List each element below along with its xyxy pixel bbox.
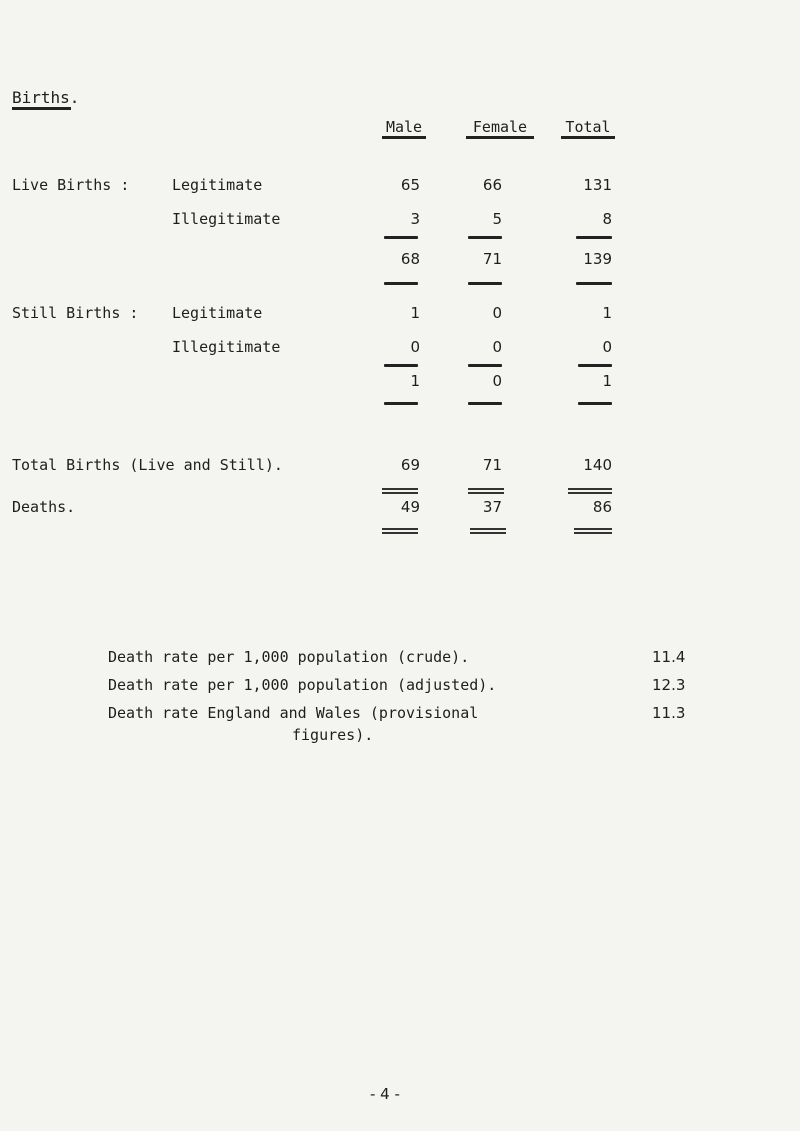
still-subtotal-male: 1 [410,372,420,390]
total-births-label: Total Births (Live and Still). [12,456,283,474]
still-legitimate-label: Legitimate [172,304,263,322]
column-header-male: Male [382,118,426,136]
total-births-double-rule-total [568,488,612,494]
live-subtotal-rule-male [384,282,418,285]
still-illegitimate-female: 0 [492,338,502,356]
live-legitimate-female: 66 [482,176,502,194]
still-subtotal-female: 0 [492,372,502,390]
still-illegitimate-male: 0 [410,338,420,356]
total-births-male: 69 [400,456,420,474]
live-sum-rule-male [384,236,418,239]
total-births-female: 71 [482,456,502,474]
live-births-label: Live Births : [12,176,130,194]
adjusted-death-rate-value: 12.3 [652,676,686,694]
still-legitimate-total: 1 [602,304,612,322]
still-subtotal-rule-female [468,402,502,405]
adjusted-death-rate-label: Death rate per 1,000 population (adjusted). [108,676,497,694]
england-wales-death-rate-label-continued: figures). [292,726,374,744]
column-header-total: Total [561,118,615,136]
live-legitimate-label: Legitimate [172,176,263,194]
deaths-double-rule-female [470,528,506,534]
still-sum-rule-female [468,364,502,367]
still-subtotal-rule-male [384,402,418,405]
live-subtotal-rule-female [468,282,502,285]
deaths-label: Deaths. [12,498,76,516]
live-illegitimate-label: Illegitimate [172,210,281,228]
page-title: Births. [12,88,80,107]
live-illegitimate-female: 5 [492,210,502,228]
still-illegitimate-label: Illegitimate [172,338,281,356]
still-births-label: Still Births : [12,304,139,322]
live-illegitimate-male: 3 [410,210,420,228]
live-illegitimate-total: 8 [602,210,612,228]
still-sum-rule-male [384,364,418,367]
live-legitimate-male: 65 [400,176,420,194]
total-births-total: 140 [583,456,612,474]
still-subtotal-rule-total [578,402,612,405]
deaths-double-rule-total [574,528,612,534]
live-legitimate-total: 131 [583,176,612,194]
total-births-double-rule-male [382,488,418,494]
column-header-female: Female [466,118,534,136]
england-wales-death-rate-label: Death rate England and Wales (provisional [108,704,479,722]
page-number: - 4 - [370,1085,400,1103]
deaths-total: 86 [592,498,612,516]
deaths-male: 49 [400,498,420,516]
england-wales-death-rate-value: 11.3 [652,704,686,722]
live-sum-rule-total [576,236,612,239]
live-subtotal-total: 139 [583,250,612,268]
live-subtotal-male: 68 [400,250,420,268]
live-sum-rule-female [468,236,502,239]
still-legitimate-female: 0 [492,304,502,322]
still-sum-rule-total [578,364,612,367]
deaths-female: 37 [482,498,502,516]
still-illegitimate-total: 0 [602,338,612,356]
live-subtotal-rule-total [576,282,612,285]
still-subtotal-total: 1 [602,372,612,390]
still-legitimate-male: 1 [410,304,420,322]
total-births-double-rule-female [468,488,504,494]
deaths-double-rule-male [382,528,418,534]
crude-death-rate-value: 11.4 [652,648,686,666]
crude-death-rate-label: Death rate per 1,000 population (crude). [108,648,470,666]
live-subtotal-female: 71 [482,250,502,268]
